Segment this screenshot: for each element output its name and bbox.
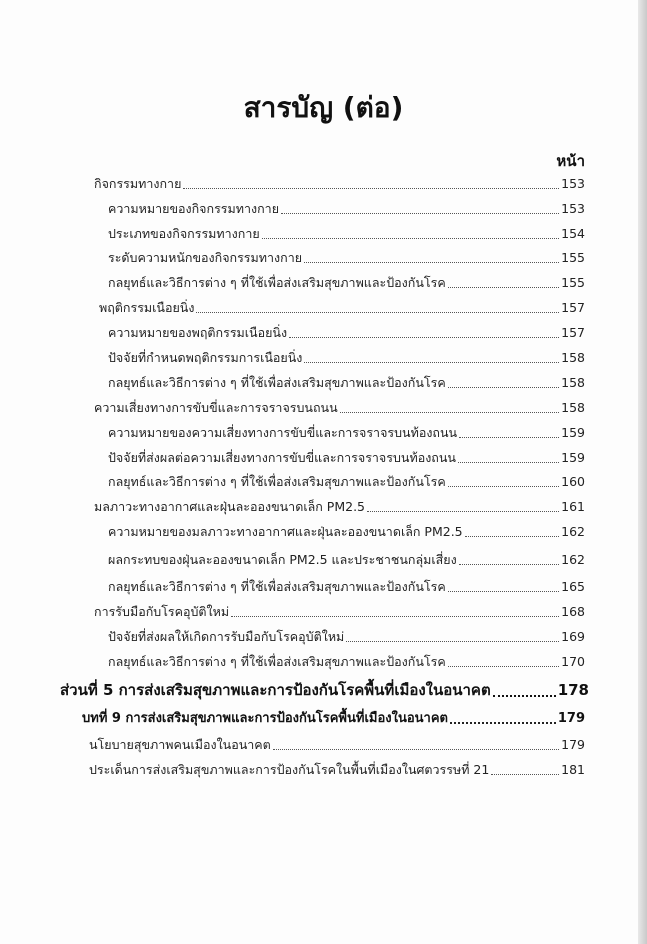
toc-entry-page: 159 bbox=[561, 450, 585, 465]
toc-entry-label: ความหมายของกิจกรรมทางกาย bbox=[108, 201, 280, 216]
toc-entry-section[interactable] bbox=[94, 604, 585, 620]
toc-entry-page: 179 bbox=[561, 737, 585, 752]
toc-entry-subsection[interactable] bbox=[108, 629, 585, 645]
toc-entry-label: ความหมายของความเสี่ยงทางการขับขี่และการจราจรบนท้องถนน bbox=[108, 425, 458, 440]
toc-entry-subsection[interactable] bbox=[108, 474, 585, 490]
toc-entry-subsection[interactable] bbox=[108, 579, 585, 595]
toc-leader-dots bbox=[367, 511, 559, 512]
toc-entry-subsection[interactable] bbox=[108, 325, 585, 341]
toc-entry-page: 155 bbox=[561, 250, 585, 265]
toc-leader-dots bbox=[450, 722, 556, 724]
toc-leader-dots bbox=[459, 564, 559, 565]
toc-leader-dots bbox=[491, 774, 559, 775]
page-column-header: หน้า bbox=[556, 152, 585, 170]
toc-entry-label: การรับมือกับโรคอุบัติใหม่ bbox=[94, 604, 230, 619]
toc-entry-page: 157 bbox=[561, 300, 585, 315]
toc-entry-subsection[interactable] bbox=[108, 425, 585, 441]
toc-entry-section[interactable] bbox=[94, 499, 585, 515]
toc-leader-dots bbox=[183, 188, 559, 189]
toc-entry-chapter[interactable] bbox=[82, 711, 585, 727]
toc-leader-dots bbox=[231, 616, 559, 617]
toc-leader-dots bbox=[465, 536, 560, 537]
toc-entry-label: ปัจจัยที่ส่งผลให้เกิดการรับมือกับโรคอุบัติใหม่ bbox=[108, 629, 345, 644]
toc-entry-label: กลยุทธ์และวิธีการต่าง ๆ ที่ใช้เพื่อส่งเสริมสุขภาพและป้องกันโรค bbox=[108, 375, 446, 390]
toc-entry-page: 162 bbox=[561, 524, 585, 539]
page-title: สารบัญ (ต่อ) bbox=[243, 91, 404, 124]
toc-entry-page: 162 bbox=[561, 552, 585, 567]
toc-entry-label: ประเด็นการส่งเสริมสุขภาพและการป้องกันโรคในพื้นที่เมืองในศตวรรษที่ 21 bbox=[89, 762, 490, 777]
toc-entry-page: 158 bbox=[561, 400, 585, 415]
toc-leader-dots bbox=[346, 641, 559, 642]
toc-entry-section[interactable] bbox=[94, 400, 585, 416]
toc-entry-subsection[interactable] bbox=[108, 450, 585, 466]
toc-entry-label: ความหมายของพฤติกรรมเนือยนิ่ง bbox=[108, 325, 288, 340]
toc-entry-label: กลยุทธ์และวิธีการต่าง ๆ ที่ใช้เพื่อส่งเสริมสุขภาพและป้องกันโรค bbox=[108, 474, 446, 489]
toc-leader-dots bbox=[448, 486, 559, 487]
toc-entry-page: 165 bbox=[561, 579, 585, 594]
toc-leader-dots bbox=[448, 666, 559, 667]
toc-entry-label: ระดับความหนักของกิจกรรมทางกาย bbox=[108, 250, 303, 265]
toc-entry-label: กลยุทธ์และวิธีการต่าง ๆ ที่ใช้เพื่อส่งเสริมสุขภาพและป้องกันโรค bbox=[108, 654, 446, 669]
page-edge-shadow bbox=[638, 0, 647, 944]
toc-entry-page: 161 bbox=[561, 499, 585, 514]
toc-entry-label: ปัจจัยที่กำหนดพฤติกรรมการเนือยนิ่ง bbox=[108, 350, 303, 365]
toc-entry-section[interactable] bbox=[99, 300, 585, 316]
toc-entry-part[interactable] bbox=[60, 680, 589, 700]
toc-entry-page: 168 bbox=[561, 604, 585, 619]
toc-entry-page: 153 bbox=[561, 201, 585, 216]
toc-entry-label: นโยบายสุขภาพคนเมืองในอนาคต bbox=[89, 737, 271, 752]
toc-entry-label: ปัจจัยที่ส่งผลต่อความเสี่ยงทางการขับขี่และการจราจรบนท้องถนน bbox=[108, 450, 456, 465]
toc-entry-label: กิจกรรมทางกาย bbox=[94, 176, 182, 191]
toc-entry-page: 158 bbox=[561, 350, 585, 365]
toc-entry-page: 170 bbox=[561, 654, 585, 669]
toc-entry-subsection[interactable] bbox=[108, 250, 585, 266]
toc-entry-page: 169 bbox=[561, 629, 585, 644]
toc-entry-label: ประเภทของกิจกรรมทางกาย bbox=[108, 226, 260, 241]
toc-entry-subsection[interactable] bbox=[108, 524, 585, 540]
toc-leader-dots bbox=[459, 437, 559, 438]
toc-entry-page: 178 bbox=[557, 681, 589, 699]
toc-entry-subsection[interactable] bbox=[108, 552, 585, 568]
toc-leader-dots bbox=[273, 749, 559, 750]
toc-entry-page: 153 bbox=[561, 176, 585, 191]
toc-entry-section[interactable] bbox=[89, 737, 585, 753]
toc-entry-page: 158 bbox=[561, 375, 585, 390]
toc-entry-page: 179 bbox=[557, 711, 585, 726]
toc-entry-label: ผลกระทบของฝุ่นละอองขนาดเล็ก PM2.5 และประชาชนกลุ่มเสี่ยง bbox=[108, 552, 457, 567]
toc-entry-label: มลภาวะทางอากาศและฝุ่นละอองขนาดเล็ก PM2.5 bbox=[94, 499, 365, 514]
toc-entry-page: 181 bbox=[561, 762, 585, 777]
toc-leader-dots bbox=[262, 238, 559, 239]
toc-entry-section[interactable] bbox=[89, 762, 585, 778]
toc-leader-dots bbox=[448, 591, 559, 592]
toc-entry-label: บทที่ 9 การส่งเสริมสุขภาพและการป้องกันโรคพื้นที่เมืองในอนาคต bbox=[82, 711, 448, 726]
toc-entry-section[interactable] bbox=[94, 176, 585, 192]
toc-entry-page: 154 bbox=[561, 226, 585, 241]
toc-leader-dots bbox=[458, 462, 559, 463]
toc-entry-label: ความหมายของมลภาวะทางอากาศและฝุ่นละอองขนาดเล็ก PM2.5 bbox=[108, 524, 463, 539]
toc-leader-dots bbox=[493, 695, 556, 697]
toc-entry-page: 160 bbox=[561, 474, 585, 489]
toc-entry-subsection[interactable] bbox=[108, 201, 585, 217]
toc-entry-subsection[interactable] bbox=[108, 375, 585, 391]
toc-leader-dots bbox=[304, 362, 559, 363]
toc-entry-label: ความเสี่ยงทางการขับขี่และการจราจรบนถนน bbox=[94, 400, 338, 415]
toc-entry-label: ส่วนที่ 5 การส่งเสริมสุขภาพและการป้องกันโรคพื้นที่เมืองในอนาคต bbox=[60, 681, 491, 699]
toc-leader-dots bbox=[196, 312, 559, 313]
toc-leader-dots bbox=[281, 213, 559, 214]
toc-entry-subsection[interactable] bbox=[108, 350, 585, 366]
toc-entry-label: กลยุทธ์และวิธีการต่าง ๆ ที่ใช้เพื่อส่งเสริมสุขภาพและป้องกันโรค bbox=[108, 275, 446, 290]
toc-leader-dots bbox=[289, 337, 559, 338]
toc-entry-subsection[interactable] bbox=[108, 654, 585, 670]
toc-leader-dots bbox=[448, 387, 559, 388]
toc-entry-label: พฤติกรรมเนือยนิ่ง bbox=[99, 300, 195, 315]
toc-entry-subsection[interactable] bbox=[108, 275, 585, 291]
toc-leader-dots bbox=[448, 287, 559, 288]
toc-entry-page: 155 bbox=[561, 275, 585, 290]
toc-leader-dots bbox=[340, 412, 560, 413]
toc-entry-label: กลยุทธ์และวิธีการต่าง ๆ ที่ใช้เพื่อส่งเสริมสุขภาพและป้องกันโรค bbox=[108, 579, 446, 594]
toc-entry-subsection[interactable] bbox=[108, 226, 585, 242]
toc-entry-page: 159 bbox=[561, 425, 585, 440]
toc-leader-dots bbox=[304, 262, 559, 263]
toc-entry-page: 157 bbox=[561, 325, 585, 340]
